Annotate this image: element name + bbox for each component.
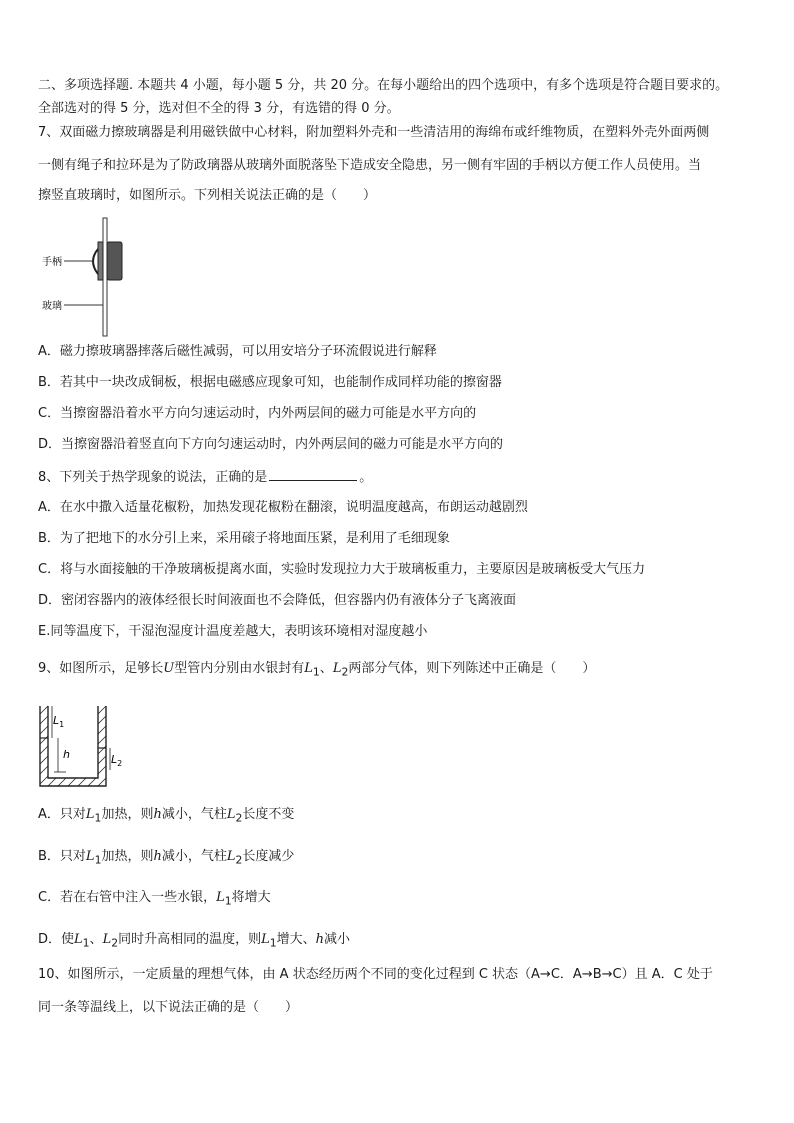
fig-label-handle: 手柄 — [42, 257, 62, 268]
q9-text-3: 两部分气体，则下列陈述中正确是（ ） — [348, 661, 596, 676]
q9-sub-1: 1 — [312, 665, 320, 679]
fig-label-h: h — [63, 748, 70, 761]
q9-text-1: 9、如图所示，足够长 — [38, 661, 164, 676]
q8-option-a: A．在水中撒入适量花椒粉，加热发现花椒粉在翻滚，说明温度越高，布朗运动越剧烈 — [38, 500, 528, 515]
q9-stem — [38, 660, 595, 682]
q8-option-d: D．密闭容器内的液体经很长时间液面也不会降低，但容器内仍有液体分子飞离液面 — [38, 593, 517, 608]
q9-option-b: B．只对$L_1$加热，则h减小，气柱$L_2$长度减少 — [38, 849, 295, 867]
q7-option-d: D．当擦窗器沿着竖直向下方向匀速运动时，内外两层间的磁力可能是水平方向的 — [38, 437, 504, 452]
q9-sep: 、 — [319, 661, 333, 676]
q8-stem-text: 8、下列关于热学现象的说法，正确的是 — [38, 470, 268, 485]
q7-stem-line-1: 7、双面磁力擦玻璃器是利用磁铁做中心材料，附加塑料外壳和一些清洁用的海绵布或纤维物质，在塑料外壳外面两侧 — [38, 125, 710, 140]
q9-var-u: U — [163, 661, 175, 676]
fig-label-l1: $L_1$ — [53, 714, 65, 729]
fig-label-glass: 玻璃 — [42, 301, 62, 312]
section-instructions: 全部选对的得 5 分，选对但不全的得 3 分，有选错的得 0 分。 — [38, 101, 400, 116]
q9-option-a: A．只对$L_1$加热，则h减小，气柱$L_2$长度不变 — [38, 807, 295, 825]
q9-option-c: C．若在右管中注入一些水银，$L_1$将增大 — [38, 890, 271, 908]
q10-stem-line-1: 10、如图所示，一定质量的理想气体，由 A 状态经历两个不同的变化过程到 C 状态（A→C．A→B→C）且 A．C 处于 — [38, 967, 713, 982]
answer-blank — [269, 468, 357, 481]
q8-option-e: E.同等温度下，干湿泡湿度计温度差越大，表明该环境相对湿度越小 — [38, 624, 428, 639]
q9-figure-u-tube — [36, 700, 136, 790]
q9-var-l2: L — [332, 661, 342, 676]
q7-option-c: C．当擦窗器沿着水平方向匀速运动时，内外两层间的磁力可能是水平方向的 — [38, 406, 477, 421]
q9-option-d: D．使$L_1$、$L_2$同时升高相同的温度，则$L_1$增大、h减小 — [38, 932, 351, 950]
section-title: 二、多项选择题. 本题共 4 小题，每小题 5 分，共 20 分。在每小题给出的四个选项中，有多个选项是符合题目要求的。 — [38, 78, 729, 93]
q8-stem-end: 。 — [359, 470, 373, 485]
q10-stem-line-2: 同一条等温线上，以下说法正确的是（ ） — [38, 1000, 299, 1015]
q7-stem-line-3: 擦竖直玻璃时，如图所示。下列相关说法正确的是（ ） — [38, 188, 377, 203]
q8-option-c: C．将与水面接触的干净玻璃板提离水面，实验时发现拉力大于玻璃板重力，主要原因是玻璃板受大气压力 — [38, 562, 646, 577]
q9-text-2: 型管内分别由水银封有 — [174, 661, 305, 676]
q7-figure-window-cleaner — [40, 212, 140, 342]
q7-option-a: A．磁力擦玻璃器摔落后磁性减弱，可以用安培分子环流假说进行解释 — [38, 344, 437, 359]
q7-option-b: B．若其中一块改成铜板，根据电磁感应现象可知，也能制作成同样功能的擦窗器 — [38, 375, 502, 390]
q7-stem-line-2: 一侧有绳子和拉环是为了防政璃器从玻璃外面脱落坠下造成安全隐患，另一侧有牢固的手柄以方便工作人员使用。当 — [38, 158, 702, 173]
fig-label-l2: $L_2$ — [111, 753, 123, 768]
q8-option-b: B．为了把地下的水分引上来，采用磙子将地面压紧，是利用了毛细现象 — [38, 531, 450, 546]
q9-sub-2: 2 — [341, 665, 349, 679]
q9-var-l1: L — [304, 661, 313, 676]
q8-stem — [38, 468, 372, 487]
